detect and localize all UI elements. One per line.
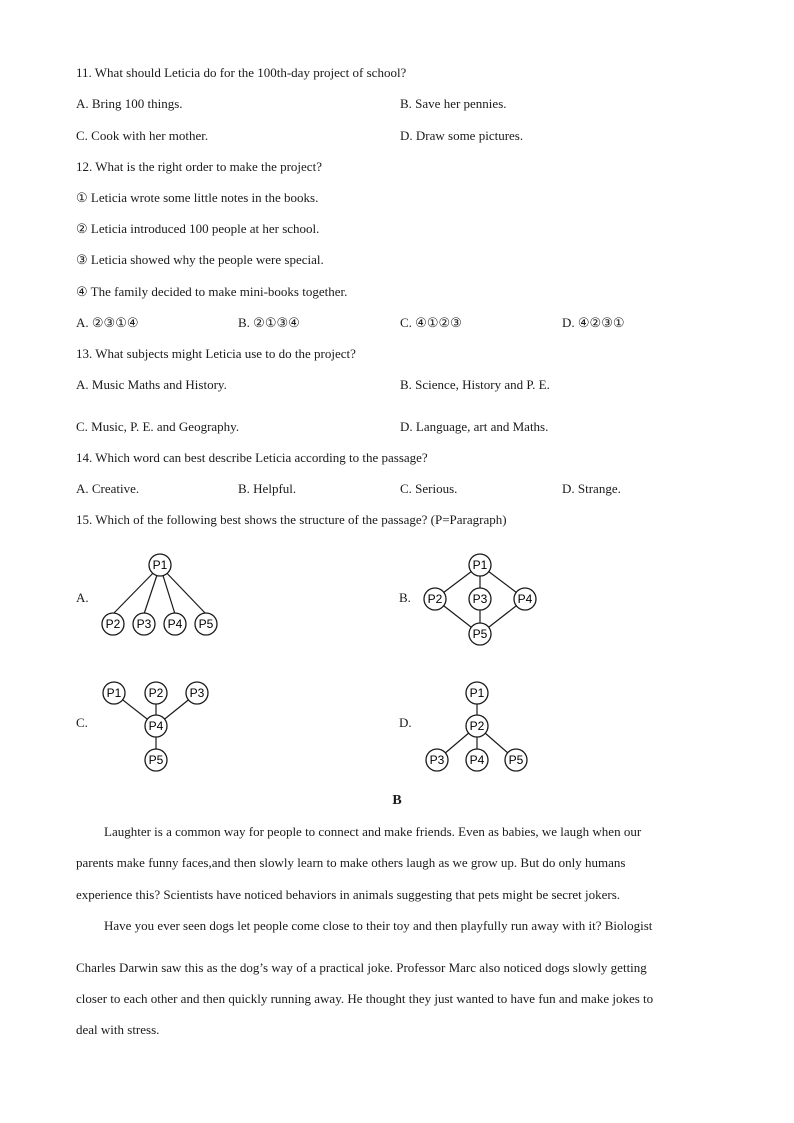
- q12-stem: 12. What is the right order to make the project?: [76, 159, 322, 174]
- section-b-line-2: parents make funny faces,and then slowly learn to make others laugh as we grow up. But do only humans: [76, 855, 626, 870]
- diagram-d-node-p1: P1: [469, 686, 485, 700]
- section-b-line-1: Laughter is a common way for people to connect and make friends. Even as babies, we laugh when our: [104, 824, 642, 839]
- diagram-c-node-p3: P3: [189, 686, 205, 700]
- q14-option-b: B. Helpful.: [238, 481, 297, 496]
- diagram-d-node-p4: P4: [469, 753, 485, 767]
- q11-stem: 11. What should Leticia do for the 100th-day project of school?: [76, 65, 407, 80]
- q13-option-b: B. Science, History and P. E.: [400, 377, 550, 392]
- q12-option-b: B. ②①③④: [238, 315, 300, 330]
- diagram-b-node-p2: P2: [427, 592, 443, 606]
- diagram-d-node-p2: P2: [469, 719, 485, 733]
- diagram-a-node-p3: P3: [136, 617, 152, 631]
- structure-diagram-c: [96, 678, 216, 776]
- structure-diagram-b: [418, 550, 548, 650]
- diagram-a-node-p5: P5: [198, 617, 214, 631]
- diagram-d-node-p5: P5: [508, 753, 524, 767]
- q12-option-a: A. ②③①④: [76, 315, 139, 330]
- q12-option-d: D. ④②③①: [562, 315, 625, 330]
- diagram-c-node-p2: P2: [148, 686, 164, 700]
- section-b-line-7: deal with stress.: [76, 1022, 160, 1037]
- q13-option-d: D. Language, art and Maths.: [400, 419, 549, 434]
- diagram-d-node-p3: P3: [429, 753, 445, 767]
- q12-step-2: ② Leticia introduced 100 people at her school.: [76, 221, 320, 236]
- section-b-line-4: Have you ever seen dogs let people come close to their toy and then playfully run away with it? Biologist: [104, 918, 653, 933]
- diagram-b-node-p5: P5: [472, 627, 488, 641]
- diagram-a-node-p4: P4: [167, 617, 183, 631]
- q11-option-d: D. Draw some pictures.: [400, 128, 524, 143]
- q11-option-b: B. Save her pennies.: [400, 96, 507, 111]
- q15-option-a-label: A.: [76, 590, 89, 605]
- diagram-c-node-p5: P5: [148, 753, 164, 767]
- diagram-c-node-p1: P1: [106, 686, 122, 700]
- q14-option-d: D. Strange.: [562, 481, 621, 496]
- section-b-line-6: closer to each other and then quickly running away. He thought they just wanted to have fun and make jokes to: [76, 991, 654, 1006]
- q13-option-a: A. Music Maths and History.: [76, 377, 227, 392]
- structure-diagram-a: [96, 550, 226, 642]
- q15-stem: 15. Which of the following best shows the structure of the passage? (P=Paragraph): [76, 512, 507, 527]
- diagram-a-node-p2: P2: [105, 617, 121, 631]
- section-b-line-3: experience this? Scientists have noticed behaviors in animals suggesting that pets might be secret jokers.: [76, 887, 621, 902]
- q12-step-4: ④ The family decided to make mini-books together.: [76, 284, 348, 299]
- q14-option-c: C. Serious.: [400, 481, 458, 496]
- q12-step-1: ① Leticia wrote some little notes in the books.: [76, 190, 319, 205]
- q15-option-b-label: B.: [399, 590, 411, 605]
- structure-diagram-d: [418, 678, 538, 776]
- q12-step-3: ③ Leticia showed why the people were special.: [76, 252, 324, 267]
- diagram-c-node-p4: P4: [148, 719, 164, 733]
- q13-option-c: C. Music, P. E. and Geography.: [76, 419, 240, 434]
- section-b-line-5: Charles Darwin saw this as the dog’s way of a practical joke. Professor Marc also noticed dogs slowly getting: [76, 960, 647, 975]
- diagram-a-node-p1: P1: [152, 558, 168, 572]
- q15-option-c-label: C.: [76, 715, 88, 730]
- q13-stem: 13. What subjects might Leticia use to do the project?: [76, 346, 356, 361]
- diagram-b-node-p4: P4: [517, 592, 533, 606]
- q11-option-a: A. Bring 100 things.: [76, 96, 183, 111]
- q14-option-a: A. Creative.: [76, 481, 140, 496]
- q15-option-d-label: D.: [399, 715, 412, 730]
- q11-option-c: C. Cook with her mother.: [76, 128, 209, 143]
- diagram-b-node-p1: P1: [472, 558, 488, 572]
- diagram-b-node-p3: P3: [472, 592, 488, 606]
- section-b-heading: B: [392, 793, 402, 808]
- q14-stem: 14. Which word can best describe Leticia according to the passage?: [76, 450, 428, 465]
- q12-option-c: C. ④①②③: [400, 315, 462, 330]
